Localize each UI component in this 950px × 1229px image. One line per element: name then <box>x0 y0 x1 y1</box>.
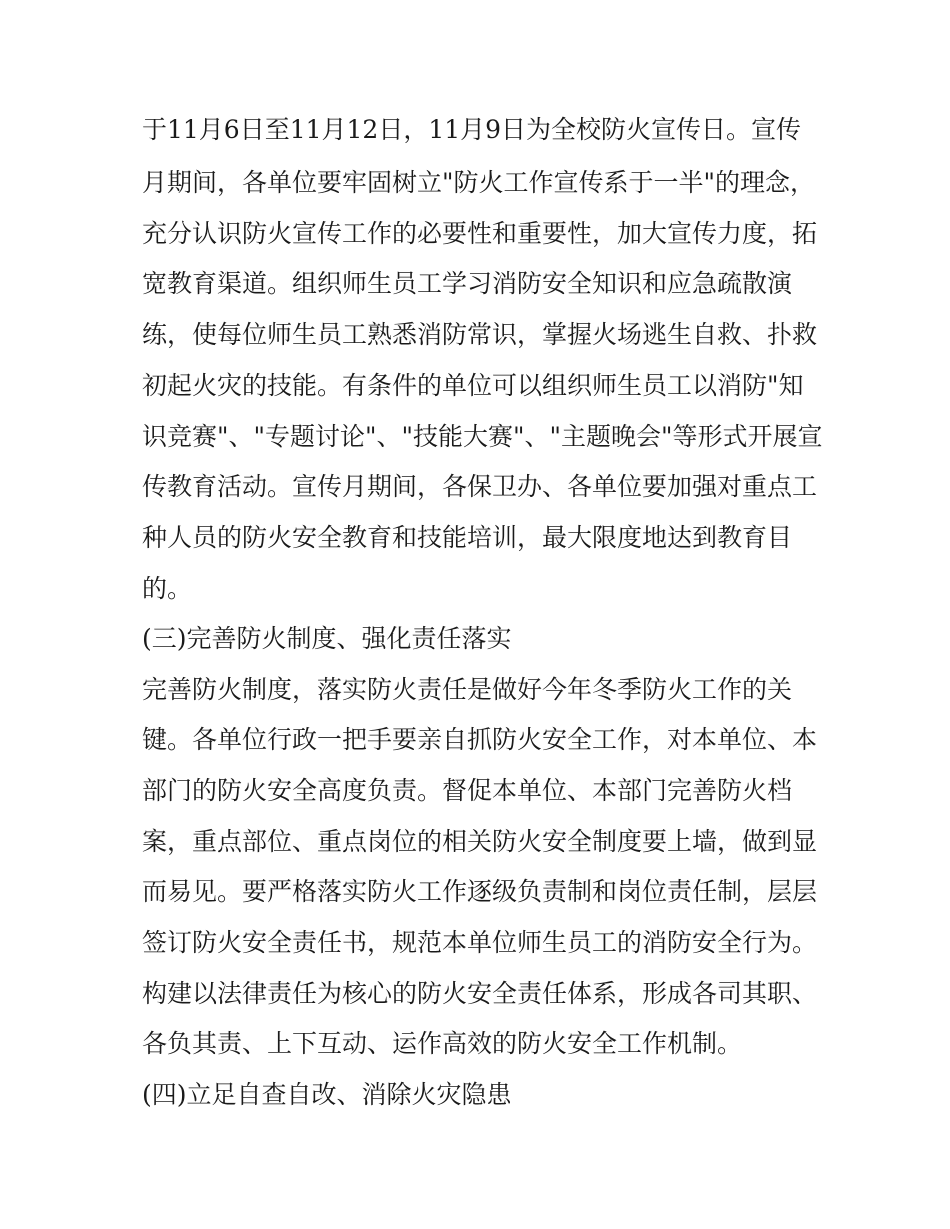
paragraph-line: 月期间，各单位要牢固树立"防火工作宣传系于一半"的理念， <box>142 168 816 197</box>
paragraph-line: 完善防火制度，落实防火责任是做好今年冬季防火工作的关 <box>142 675 793 704</box>
paragraph-line: 构建以法律责任为核心的防火安全责任体系，形成各司其职、 <box>142 979 818 1008</box>
paragraph-line: 练，使每位师生员工熟悉消防常识，掌握火场逃生自救、扑救 <box>142 320 818 349</box>
paragraph-line: 键。各单位行政一把手要亲自抓防火安全工作，对本单位、本 <box>142 725 818 754</box>
section-heading-4: (四)立足自查自改、消除火灾隐患 <box>142 1080 512 1109</box>
paragraph-line: 宽教育渠道。组织师生员工学习消防安全知识和应急疏散演 <box>142 269 793 298</box>
paragraph-line: 各负其责、上下互动、运作高效的防火安全工作机制。 <box>142 1029 743 1058</box>
paragraph-line: 签订防火安全责任书，规范本单位师生员工的消防安全行为。 <box>142 928 818 957</box>
paragraph-line: 初起火灾的技能。有条件的单位可以组织师生员工以消防"知 <box>142 371 804 400</box>
paragraph-line: 识竞赛"、"专题讨论"、"技能大赛"、"主题晚会"等形式开展宣 <box>142 422 823 451</box>
paragraph-line: 的。 <box>142 574 193 603</box>
paragraph-line: 充分认识防火宣传工作的必要性和重要性，加大宣传力度，拓 <box>142 219 818 248</box>
paragraph-line: 于11月6日至11月12日，11月9日为全校防火宣传日。宣传 <box>142 115 802 144</box>
paragraph-line: 部门的防火安全高度负责。督促本单位、本部门完善防火档 <box>142 776 793 805</box>
paragraph-line: 传教育活动。宣传月期间，各保卫办、各单位要加强对重点工 <box>142 472 818 501</box>
paragraph-line: 案，重点部位、重点岗位的相关防火安全制度要上墙，做到显 <box>142 827 818 856</box>
paragraph-line: 而易见。要严格落实防火工作逐级负责制和岗位责任制，层层 <box>142 877 818 906</box>
paragraph-line: 种人员的防火安全教育和技能培训，最大限度地达到教育目 <box>142 523 793 552</box>
section-heading-3: (三)完善防火制度、强化责任落实 <box>142 624 512 653</box>
